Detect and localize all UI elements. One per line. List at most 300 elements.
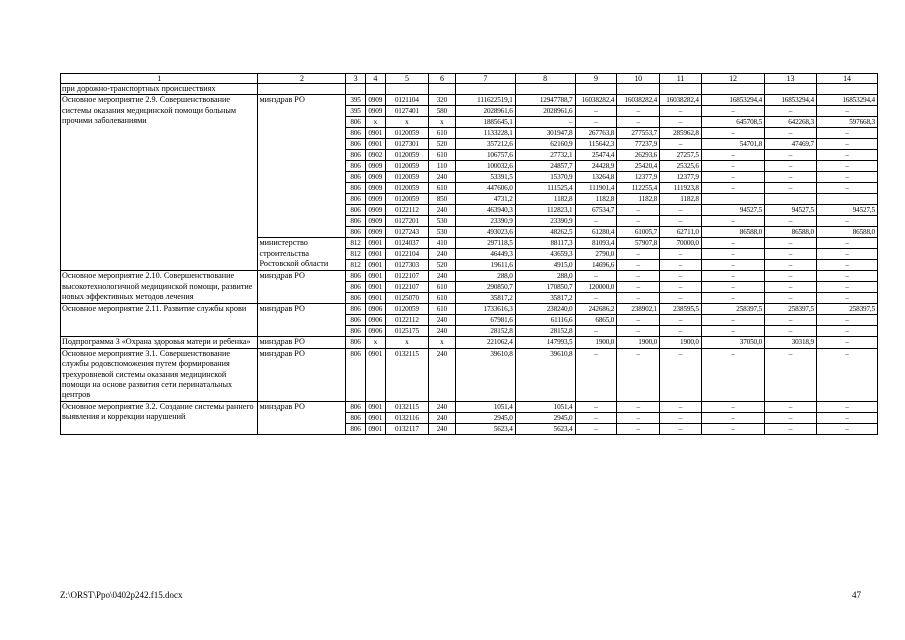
cell-col-10: – bbox=[617, 315, 660, 326]
cell-col-8: 28152,8 bbox=[515, 326, 575, 337]
cell-col-14: 16853294,4 bbox=[816, 95, 877, 106]
cell-col-10: – bbox=[617, 412, 660, 423]
cell-col-5: x bbox=[385, 117, 428, 128]
cell-col-8: 88117,3 bbox=[515, 238, 575, 249]
column-header: 12 bbox=[701, 74, 764, 84]
cell-col-11: – bbox=[660, 348, 702, 401]
cell-col-13: – bbox=[765, 401, 817, 412]
cell-col-7: 463940,3 bbox=[455, 205, 515, 216]
column-header: 13 bbox=[765, 74, 817, 84]
cell-col-8: 27732,1 bbox=[515, 150, 575, 161]
cell-col-9 bbox=[575, 84, 617, 95]
cell-col-10: – bbox=[617, 249, 660, 260]
cell-col-12: 645708,5 bbox=[701, 117, 764, 128]
cell-col-6: 240 bbox=[428, 205, 455, 216]
cell-col-10: 77237,9 bbox=[617, 139, 660, 150]
cell-col-11: 62711,0 bbox=[660, 227, 702, 238]
cell-col-5: 0121104 bbox=[385, 95, 428, 106]
cell-col-10: – bbox=[617, 216, 660, 227]
cell-col-11: – bbox=[660, 282, 702, 293]
cell-col-5: 0132117 bbox=[385, 423, 428, 434]
activity-description: Основное мероприятие 2.10. Совершенствование высокотехнологичной медицинской помощи, развитие новых эффективных методов лечения bbox=[61, 271, 258, 304]
cell-col-9: 81093,4 bbox=[575, 238, 617, 249]
cell-col-6: 110 bbox=[428, 161, 455, 172]
cell-col-9: 13264,8 bbox=[575, 172, 617, 183]
cell-col-4: 0909 bbox=[365, 172, 385, 183]
cell-col-9: 2790,0 bbox=[575, 249, 617, 260]
cell-col-14: – bbox=[816, 315, 877, 326]
cell-col-4 bbox=[365, 84, 385, 95]
cell-col-5: 0122112 bbox=[385, 205, 428, 216]
cell-col-14: – bbox=[816, 161, 877, 172]
cell-col-13: – bbox=[765, 249, 817, 260]
cell-col-12: – bbox=[701, 172, 764, 183]
cell-col-4: 0901 bbox=[365, 423, 385, 434]
cell-col-8: 112823,1 bbox=[515, 205, 575, 216]
cell-col-8: 39610,8 bbox=[515, 348, 575, 401]
table-row bbox=[61, 84, 878, 95]
cell-col-5: 0122112 bbox=[385, 315, 428, 326]
cell-col-13: – bbox=[765, 423, 817, 434]
cell-col-7: 67981,6 bbox=[455, 315, 515, 326]
cell-col-12: – bbox=[701, 249, 764, 260]
cell-col-5: 0120059 bbox=[385, 183, 428, 194]
cell-col-14: – bbox=[816, 183, 877, 194]
cell-col-13: – bbox=[765, 260, 817, 271]
cell-col-12: 86588,0 bbox=[701, 227, 764, 238]
cell-col-7: 357212,6 bbox=[455, 139, 515, 150]
cell-col-10: – bbox=[617, 423, 660, 434]
cell-col-11: – bbox=[660, 401, 702, 412]
cell-col-5: 0132115 bbox=[385, 348, 428, 401]
cell-col-10: 12377,9 bbox=[617, 172, 660, 183]
column-header: 8 bbox=[515, 74, 575, 84]
cell-col-4: 0909 bbox=[365, 183, 385, 194]
cell-col-7: 447606,0 bbox=[455, 183, 515, 194]
cell-col-3: 806 bbox=[346, 401, 365, 412]
cell-col-4: 0901 bbox=[365, 348, 385, 401]
cell-col-3: 806 bbox=[346, 216, 365, 227]
cell-col-14: – bbox=[816, 337, 877, 348]
cell-col-5: 0127401 bbox=[385, 106, 428, 117]
column-header: 14 bbox=[816, 74, 877, 84]
cell-col-14: – bbox=[816, 150, 877, 161]
cell-col-5: 0124037 bbox=[385, 238, 428, 249]
cell-col-4: 0909 bbox=[365, 95, 385, 106]
cell-col-8: 170850,7 bbox=[515, 282, 575, 293]
column-header: 9 bbox=[575, 74, 617, 84]
cell-col-8: 1182,8 bbox=[515, 194, 575, 205]
cell-col-11 bbox=[660, 84, 702, 95]
cell-col-3: 806 bbox=[346, 326, 365, 337]
cell-col-8: 23390,9 bbox=[515, 216, 575, 227]
cell-col-11: 285962,8 bbox=[660, 128, 702, 139]
cell-col-7: 1885645,1 bbox=[455, 117, 515, 128]
column-header: 6 bbox=[428, 74, 455, 84]
cell-col-6: 610 bbox=[428, 150, 455, 161]
cell-col-14: – bbox=[816, 412, 877, 423]
cell-col-4: x bbox=[365, 117, 385, 128]
cell-col-13: 47469,7 bbox=[765, 139, 817, 150]
cell-col-3: 395 bbox=[346, 95, 365, 106]
cell-col-14: 94527,5 bbox=[816, 205, 877, 216]
responsible-executor: минздрав РО bbox=[258, 348, 346, 401]
responsible-executor: министерство строительства Ростовской области bbox=[258, 238, 346, 271]
cell-col-13: 30318,9 bbox=[765, 337, 817, 348]
cell-col-3: 812 bbox=[346, 238, 365, 249]
footer-file-path: Z:\ORST\Ppo\0402p242.f15.docx bbox=[60, 590, 183, 600]
column-header: 5 bbox=[385, 74, 428, 84]
cell-col-9: – bbox=[575, 271, 617, 282]
cell-col-6: 610 bbox=[428, 293, 455, 304]
cell-col-7: 4731,2 bbox=[455, 194, 515, 205]
cell-col-3: 806 bbox=[346, 348, 365, 401]
cell-col-14: – bbox=[816, 172, 877, 183]
column-header: 2 bbox=[258, 74, 346, 84]
cell-col-7: 39610,8 bbox=[455, 348, 515, 401]
cell-col-9: 267763,8 bbox=[575, 128, 617, 139]
cell-col-5: 0120059 bbox=[385, 150, 428, 161]
cell-col-12: – bbox=[701, 412, 764, 423]
cell-col-5 bbox=[385, 84, 428, 95]
cell-col-14: 86588,0 bbox=[816, 227, 877, 238]
column-header: 4 bbox=[365, 74, 385, 84]
cell-col-9: 16038282,4 bbox=[575, 95, 617, 106]
cell-col-5: 0127301 bbox=[385, 139, 428, 150]
cell-col-4: 0901 bbox=[365, 260, 385, 271]
cell-col-6: 850 bbox=[428, 194, 455, 205]
cell-col-13 bbox=[765, 194, 817, 205]
cell-col-12: – bbox=[701, 315, 764, 326]
cell-col-6: 610 bbox=[428, 183, 455, 194]
cell-col-4: 0909 bbox=[365, 194, 385, 205]
cell-col-12: – bbox=[701, 260, 764, 271]
cell-col-4: 0901 bbox=[365, 282, 385, 293]
cell-col-4: 0901 bbox=[365, 238, 385, 249]
cell-col-7: 1133228,1 bbox=[455, 128, 515, 139]
table-row bbox=[61, 401, 878, 412]
cell-col-12: – bbox=[701, 423, 764, 434]
cell-col-4: 0906 bbox=[365, 315, 385, 326]
cell-col-8: 62160,9 bbox=[515, 139, 575, 150]
cell-col-13: – bbox=[765, 293, 817, 304]
cell-col-6: 240 bbox=[428, 423, 455, 434]
cell-col-4: 0909 bbox=[365, 205, 385, 216]
cell-col-6: 580 bbox=[428, 106, 455, 117]
cell-col-7: 23390,9 bbox=[455, 216, 515, 227]
cell-col-6: 240 bbox=[428, 172, 455, 183]
cell-col-10: – bbox=[617, 260, 660, 271]
activity-description: Основное мероприятие 3.2. Создание системы раннего выявления и коррекции нарушений bbox=[61, 401, 258, 434]
cell-col-6: 530 bbox=[428, 227, 455, 238]
cell-col-5: 0127201 bbox=[385, 216, 428, 227]
cell-col-6: 240 bbox=[428, 412, 455, 423]
cell-col-13: – bbox=[765, 150, 817, 161]
budget-table bbox=[60, 73, 878, 435]
cell-col-3: 806 bbox=[346, 304, 365, 315]
cell-col-5: x bbox=[385, 337, 428, 348]
cell-col-14: – bbox=[816, 128, 877, 139]
cell-col-9: – bbox=[575, 106, 617, 117]
cell-col-10: – bbox=[617, 401, 660, 412]
cell-col-11: 70000,0 bbox=[660, 238, 702, 249]
header-row bbox=[61, 74, 878, 84]
cell-col-13: 642268,3 bbox=[765, 117, 817, 128]
cell-col-5: 0120059 bbox=[385, 194, 428, 205]
cell-col-3: 395 bbox=[346, 106, 365, 117]
cell-col-8: 288,0 bbox=[515, 271, 575, 282]
cell-col-3: 806 bbox=[346, 271, 365, 282]
cell-col-5: 0120059 bbox=[385, 128, 428, 139]
table-row bbox=[61, 271, 878, 282]
cell-col-6: 240 bbox=[428, 401, 455, 412]
cell-col-9: 1182,8 bbox=[575, 194, 617, 205]
cell-col-3: 806 bbox=[346, 194, 365, 205]
cell-col-13: – bbox=[765, 128, 817, 139]
cell-col-12 bbox=[701, 194, 764, 205]
cell-col-8: 4915,0 bbox=[515, 260, 575, 271]
cell-col-4: 0901 bbox=[365, 249, 385, 260]
cell-col-3: 806 bbox=[346, 172, 365, 183]
cell-col-11: – bbox=[660, 205, 702, 216]
cell-col-10: 1182,8 bbox=[617, 194, 660, 205]
column-header: 1 bbox=[61, 74, 258, 84]
cell-col-11: – bbox=[660, 249, 702, 260]
cell-col-14: 258397,5 bbox=[816, 304, 877, 315]
cell-col-7: 221062,4 bbox=[455, 337, 515, 348]
cell-col-7: 19611,6 bbox=[455, 260, 515, 271]
cell-col-14: – bbox=[816, 282, 877, 293]
activity-description: Подпрограмма 3 «Охрана здоровья матери и ребенка» bbox=[61, 337, 258, 348]
cell-col-14: – bbox=[816, 326, 877, 337]
cell-col-12: – bbox=[701, 216, 764, 227]
cell-col-12: 54701,8 bbox=[701, 139, 764, 150]
cell-col-11: – bbox=[660, 106, 702, 117]
cell-col-7: 493023,6 bbox=[455, 227, 515, 238]
cell-col-9: 67534,7 bbox=[575, 205, 617, 216]
cell-col-13: – bbox=[765, 282, 817, 293]
cell-col-9: 61280,4 bbox=[575, 227, 617, 238]
cell-col-13: 258397,5 bbox=[765, 304, 817, 315]
cell-col-3: 806 bbox=[346, 183, 365, 194]
cell-col-6: 410 bbox=[428, 238, 455, 249]
cell-col-3: 806 bbox=[346, 161, 365, 172]
cell-col-10: 112255,4 bbox=[617, 183, 660, 194]
cell-col-3: 806 bbox=[346, 227, 365, 238]
cell-col-13: 16853294,4 bbox=[765, 95, 817, 106]
cell-col-4: 0901 bbox=[365, 412, 385, 423]
cell-col-5: 0120059 bbox=[385, 172, 428, 183]
cell-col-11: – bbox=[660, 326, 702, 337]
cell-col-4: 0901 bbox=[365, 139, 385, 150]
cell-col-8 bbox=[515, 84, 575, 95]
table-row bbox=[61, 337, 878, 348]
cell-col-8: 301947,8 bbox=[515, 128, 575, 139]
cell-col-7: 290850,7 bbox=[455, 282, 515, 293]
cell-col-11: 25325,6 bbox=[660, 161, 702, 172]
cell-col-7: 5623,4 bbox=[455, 423, 515, 434]
cell-col-8: 24857,7 bbox=[515, 161, 575, 172]
cell-col-11: – bbox=[660, 315, 702, 326]
cell-col-3: 806 bbox=[346, 315, 365, 326]
cell-col-6: 520 bbox=[428, 139, 455, 150]
cell-col-11: 1182,8 bbox=[660, 194, 702, 205]
cell-col-6: 240 bbox=[428, 315, 455, 326]
column-header: 7 bbox=[455, 74, 515, 84]
cell-col-10: – bbox=[617, 106, 660, 117]
cell-col-8: 35817,2 bbox=[515, 293, 575, 304]
cell-col-6 bbox=[428, 84, 455, 95]
cell-col-11: 1900,0 bbox=[660, 337, 702, 348]
cell-col-13: – bbox=[765, 106, 817, 117]
column-header: 3 bbox=[346, 74, 365, 84]
activity-description: Основное мероприятие 2.11. Развитие службы крови bbox=[61, 304, 258, 337]
cell-col-3: 806 bbox=[346, 423, 365, 434]
cell-col-11: – bbox=[660, 260, 702, 271]
cell-col-6: 240 bbox=[428, 326, 455, 337]
cell-col-10: – bbox=[617, 348, 660, 401]
cell-col-12: – bbox=[701, 326, 764, 337]
cell-col-3 bbox=[346, 84, 365, 95]
cell-col-8: – bbox=[515, 117, 575, 128]
cell-col-8: 61116,6 bbox=[515, 315, 575, 326]
cell-col-4: 0909 bbox=[365, 161, 385, 172]
cell-col-11: 111923,8 bbox=[660, 183, 702, 194]
cell-col-9: – bbox=[575, 326, 617, 337]
cell-col-3: 806 bbox=[346, 412, 365, 423]
cell-col-14: – bbox=[816, 238, 877, 249]
cell-col-13 bbox=[765, 84, 817, 95]
cell-col-5: 0125070 bbox=[385, 293, 428, 304]
cell-col-5: 0127243 bbox=[385, 227, 428, 238]
cell-col-10: 26293,6 bbox=[617, 150, 660, 161]
cell-col-14: – bbox=[816, 348, 877, 401]
cell-col-9: 25474,4 bbox=[575, 150, 617, 161]
cell-col-12: 94527,5 bbox=[701, 205, 764, 216]
cell-col-4: 0909 bbox=[365, 227, 385, 238]
cell-col-9: 120000,0 bbox=[575, 282, 617, 293]
cell-col-14: – bbox=[816, 401, 877, 412]
cell-col-13: – bbox=[765, 315, 817, 326]
cell-col-10 bbox=[617, 84, 660, 95]
cell-col-4: 0901 bbox=[365, 401, 385, 412]
cell-col-13: – bbox=[765, 161, 817, 172]
cell-col-11: – bbox=[660, 117, 702, 128]
cell-col-9: – bbox=[575, 216, 617, 227]
cell-col-6: 240 bbox=[428, 249, 455, 260]
cell-col-5: 0132116 bbox=[385, 412, 428, 423]
cell-col-3: 806 bbox=[346, 282, 365, 293]
cell-col-12: – bbox=[701, 161, 764, 172]
responsible-executor: минздрав РО bbox=[258, 304, 346, 337]
cell-col-6: 610 bbox=[428, 128, 455, 139]
cell-col-6: 530 bbox=[428, 216, 455, 227]
cell-col-11: 12377,9 bbox=[660, 172, 702, 183]
cell-col-9: 6865,0 bbox=[575, 315, 617, 326]
cell-col-10: 277553,7 bbox=[617, 128, 660, 139]
cell-col-13: 86588,0 bbox=[765, 227, 817, 238]
cell-col-8: 111525,4 bbox=[515, 183, 575, 194]
cell-col-13: – bbox=[765, 183, 817, 194]
cell-col-5: 0127303 bbox=[385, 260, 428, 271]
cell-col-11: 27257,5 bbox=[660, 150, 702, 161]
cell-col-7 bbox=[455, 84, 515, 95]
cell-col-10: 16038282,4 bbox=[617, 95, 660, 106]
responsible-executor: минздрав РО bbox=[258, 337, 346, 348]
cell-col-11: – bbox=[660, 293, 702, 304]
cell-col-7: 1733616,3 bbox=[455, 304, 515, 315]
cell-col-3: 806 bbox=[346, 293, 365, 304]
cell-col-8: 12947788,7 bbox=[515, 95, 575, 106]
cell-col-12: – bbox=[701, 282, 764, 293]
cell-col-10: – bbox=[617, 205, 660, 216]
cell-col-4: x bbox=[365, 337, 385, 348]
responsible-executor: минздрав РО bbox=[258, 95, 346, 238]
cell-col-10: – bbox=[617, 271, 660, 282]
cell-col-4: 0906 bbox=[365, 304, 385, 315]
cell-col-13: 94527,5 bbox=[765, 205, 817, 216]
cell-col-7: 53391,5 bbox=[455, 172, 515, 183]
cell-col-7: 35817,2 bbox=[455, 293, 515, 304]
cell-col-7: 111622519,1 bbox=[455, 95, 515, 106]
cell-col-10: – bbox=[617, 282, 660, 293]
cell-col-8: 147993,5 bbox=[515, 337, 575, 348]
cell-col-12: 258397,5 bbox=[701, 304, 764, 315]
responsible-executor: минздрав РО bbox=[258, 271, 346, 304]
cell-col-7: 2028961,6 bbox=[455, 106, 515, 117]
cell-col-8: 238240,0 bbox=[515, 304, 575, 315]
cell-col-7: 2945,0 bbox=[455, 412, 515, 423]
column-header: 10 bbox=[617, 74, 660, 84]
cell-col-8: 2945,0 bbox=[515, 412, 575, 423]
cell-col-3: 806 bbox=[346, 139, 365, 150]
cell-col-12: 16853294,4 bbox=[701, 95, 764, 106]
cell-col-11: 238595,5 bbox=[660, 304, 702, 315]
cell-col-14 bbox=[816, 84, 877, 95]
cell-col-7: 288,0 bbox=[455, 271, 515, 282]
cell-col-8: 15370,9 bbox=[515, 172, 575, 183]
cell-col-4: 0902 bbox=[365, 150, 385, 161]
cell-col-6: 520 bbox=[428, 260, 455, 271]
cell-col-10: 57907,8 bbox=[617, 238, 660, 249]
activity-description: Основное мероприятие 2.9. Совершенствование системы оказания медицинской помощи больным прочими заболеваниями bbox=[61, 95, 258, 271]
footer-page-number: 47 bbox=[852, 590, 861, 600]
responsible-executor: минздрав РО bbox=[258, 401, 346, 434]
cell-col-5: 0120059 bbox=[385, 304, 428, 315]
cell-col-9: – bbox=[575, 117, 617, 128]
cell-col-13: – bbox=[765, 326, 817, 337]
cell-col-8: 48262,5 bbox=[515, 227, 575, 238]
cell-col-12: – bbox=[701, 183, 764, 194]
cell-col-13: – bbox=[765, 172, 817, 183]
cell-col-10: 61005,7 bbox=[617, 227, 660, 238]
column-header: 11 bbox=[660, 74, 702, 84]
cell-col-14: – bbox=[816, 293, 877, 304]
cell-col-4: 0909 bbox=[365, 106, 385, 117]
cell-col-11: – bbox=[660, 412, 702, 423]
cell-col-8: 1051,4 bbox=[515, 401, 575, 412]
cell-col-5: 0122107 bbox=[385, 282, 428, 293]
cell-col-8: 5623,4 bbox=[515, 423, 575, 434]
cell-col-14: – bbox=[816, 249, 877, 260]
cell-col-4: 0901 bbox=[365, 293, 385, 304]
table-row bbox=[61, 304, 878, 315]
cell-col-10: 1900,0 bbox=[617, 337, 660, 348]
cell-col-13: – bbox=[765, 412, 817, 423]
cell-col-12: – bbox=[701, 150, 764, 161]
cell-col-7: 28152,8 bbox=[455, 326, 515, 337]
cell-col-7: 1051,4 bbox=[455, 401, 515, 412]
